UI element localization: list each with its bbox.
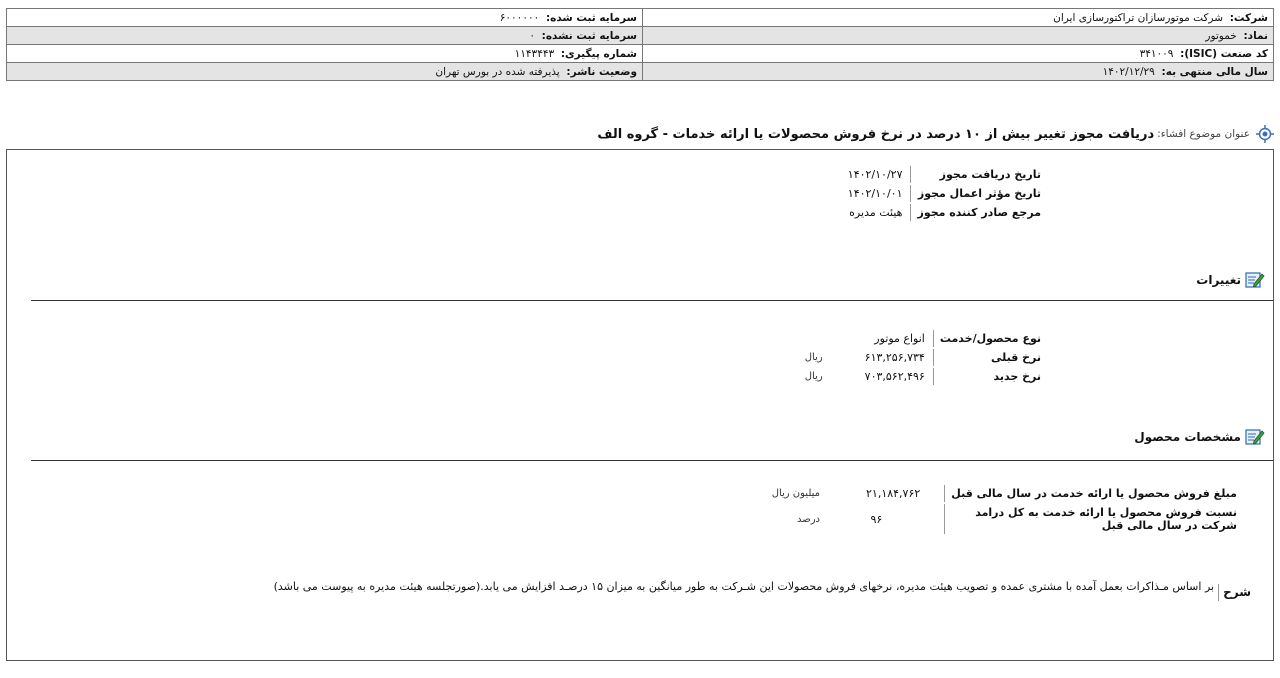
rate-change-table [799,328,1047,387]
effective-date-label: تاریخ مؤثر اعمال مجوز [910,185,1045,202]
new-rate-label: نرخ جدید [933,368,1045,385]
symbol-label: نماد: [1243,29,1268,42]
product-specs-table [766,483,1243,536]
description-label: شرح [1218,584,1251,601]
permit-info-table [842,164,1047,223]
effective-date-value: ۱۴۰۲/۱۰/۰۱ [847,187,903,200]
ratio-label [944,504,1241,534]
capital-registered-label: سرمایه ثبت شده: [545,11,637,24]
ratio-value: ۹۶ [870,512,883,526]
product-type-value: انواع موتور [874,332,925,345]
disclosure-subject [597,125,1274,143]
capital-unregistered-value: ۰ [529,29,535,42]
receive-date-value: ۱۴۰۲/۱۰/۲۷ [847,168,903,181]
sales-value: ۲۱,۱۸۴,۷۶۲ [866,487,921,500]
new-rate-value: ۷۰۳,۵۶۲,۴۹۶ [864,370,925,383]
new-rate-unit: ریال [804,371,823,382]
publisher-status-value: پذیرفته شده در بورس تهران [435,65,560,78]
publisher-status-label: وضعیت ناشر: [566,65,637,78]
capital-registered-value: ۶۰۰۰۰۰۰ [499,11,540,24]
isic-cell [643,45,1274,63]
old-rate-value: ۶۱۳,۲۵۶,۷۳۴ [864,351,925,364]
issuer-value: هیئت مدیره [849,206,903,219]
publisher-status-cell [7,63,643,81]
issuer-label: مرجع صادر کننده مجوز [910,204,1045,221]
capital-unregistered-cell [7,27,643,45]
company-header-table [6,8,1274,81]
subject-label: عنوان موضوع افشاء: [1157,128,1250,140]
product-specs-title: مشخصات محصول [1134,430,1241,444]
ratio-label-line-1: نسبت فروش محصول یا ارائه خدمت به کل درامد [975,506,1237,519]
capital-registered-cell [7,9,643,27]
disclosure-panel [6,149,1274,661]
tracking-value: ۱۱۴۳۴۴۳ [514,47,555,60]
sales-label: مبلغ فروش محصول یا ارائه خدمت در سال مالی قبل [944,485,1241,502]
old-rate-label: نرخ قبلی [933,349,1045,366]
ratio-label-line-2: شرکت در سال مالی قبل [1101,519,1237,532]
product-specs-divider [31,460,1273,461]
old-rate-unit: ریال [804,352,823,363]
receive-date-label: تاریخ دریافت مجوز [910,166,1045,183]
ratio-unit: درصد [796,513,821,525]
tracking-label: شماره پیگیری: [560,47,637,60]
changes-divider [31,300,1273,301]
fiscal-year-label: سال مالی منتهی به: [1161,65,1268,78]
product-type-label: نوع محصول/خدمت [933,330,1045,347]
tracking-cell [7,45,643,63]
isic-value: ۳۴۱۰۰۹ [1139,47,1174,60]
edit-note-icon [1245,271,1265,289]
changes-section-title [1196,271,1265,289]
edit-note-icon [1245,428,1265,446]
fiscal-year-cell [643,63,1274,81]
product-specs-section-title [1134,428,1265,446]
symbol-value: خموتور [1205,29,1237,42]
fiscal-year-value: ۱۴۰۲/۱۲/۲۹ [1102,65,1155,78]
description-block [51,578,1251,601]
company-value: شرکت موتورسازان تراکتورسازی ایران [1053,11,1224,24]
sales-unit: میلیون ریال [771,488,821,499]
company-label: شرکت: [1229,11,1268,24]
symbol-cell [643,27,1274,45]
isic-label: کد صنعت (ISIC): [1180,47,1268,60]
description-text: بر اساس مـذاکرات بعمل آمده با مشتری عمده و تصویب هیئت مدیره، نرخهای فروش محصولات این شـرکت به طور میانگین به میزان ۱۵ درصـد افزایش می یابد.(صورتجلسه هیئت مدیره به پیوست می باشد) [273,580,1215,593]
changes-title: تغییرات [1196,273,1241,287]
target-icon [1256,125,1274,143]
company-cell [643,9,1274,27]
capital-unregistered-label: سرمایه ثبت نشده: [541,29,637,42]
subject-value: دریافت مجوز تغییر بیش از ۱۰ درصد در نرخ فروش محصولات یا ارائه خدمات - گروه الف [597,126,1155,142]
